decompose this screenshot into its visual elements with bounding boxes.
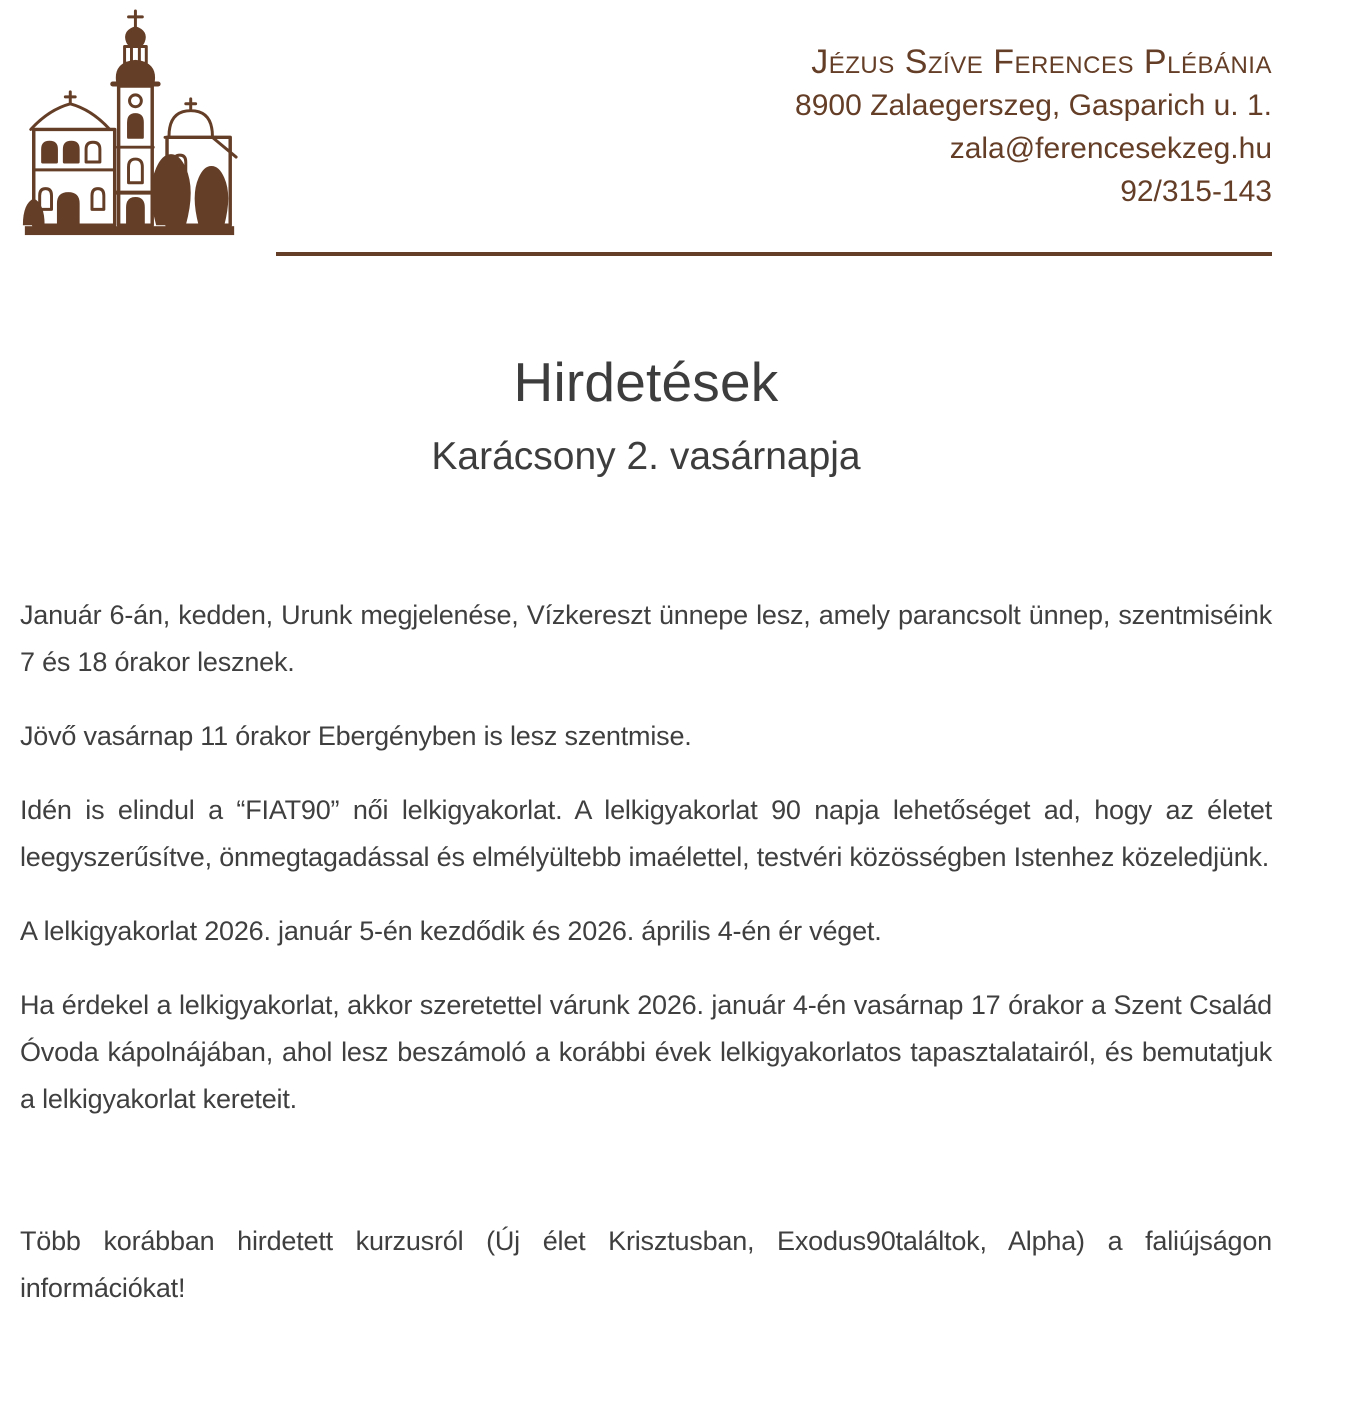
- church-logo: [18, 8, 242, 240]
- header-divider: [276, 252, 1272, 256]
- announcement-paragraph-fiat90-meeting: Ha érdekel a lelkigyakorlat, akkor szeretettel várunk 2026. január 4-én vasárnap 17 órakor a Szent Család Óvoda kápolnájában, ahol lesz beszámoló a korábbi évek lelkigyakorlatos tapasztalatairól, és bemutatjuk a lelkigyakorlat kereteit.: [20, 990, 1272, 1114]
- announcements-body: [20, 592, 1272, 1312]
- letterhead: [0, 0, 1355, 240]
- announcement-paragraph-epiphany: Január 6-án, kedden, Urunk megjelenése, Vízkereszt ünnepe lesz, amely parancsolt ünnep, szentmiséink 7 és 18 órakor lesznek.: [20, 600, 1272, 677]
- announcement-paragraph-courses: Több korábban hirdetett kurzusról (Új élet Krisztusban, Exodus90találtok, Alpha) a faliújságon információkat!: [20, 1226, 1272, 1303]
- church-line-drawing-icon: [18, 8, 242, 240]
- page-title: Hirdetések: [513, 351, 779, 413]
- announcement-paragraph-ebergeny-mass: Jövő vasárnap 11 órakor Ebergényben is lesz szentmise.: [20, 721, 692, 751]
- announcement-paragraph-fiat90-intro: Idén is elindul a “FIAT90” női lelkigyakorlat. A lelkigyakorlat 90 napja lehetőséget ad, hogy az életet leegyszerűsítve, önmegtagadással és elmélyültebb imaélettel, testvéri közösségben Istenhez közeledjünk.: [20, 795, 1272, 872]
- phone-number: 92/315-143: [1120, 175, 1272, 208]
- address-line: 8900 Zalaegerszeg, Gasparich u. 1.: [795, 89, 1272, 122]
- announcement-paragraph-fiat90-dates: A lelkigyakorlat 2026. január 5-én kezdődik és 2026. április 4-én ér véget.: [20, 916, 882, 946]
- letterhead-contact-block: [242, 8, 1272, 213]
- page-subtitle: Karácsony 2. vasárnapja: [431, 435, 861, 478]
- email-address: zala@ferencesekzeg.hu: [949, 132, 1272, 165]
- organization-name: Jézus Szíve Ferences Plébánia: [811, 43, 1272, 81]
